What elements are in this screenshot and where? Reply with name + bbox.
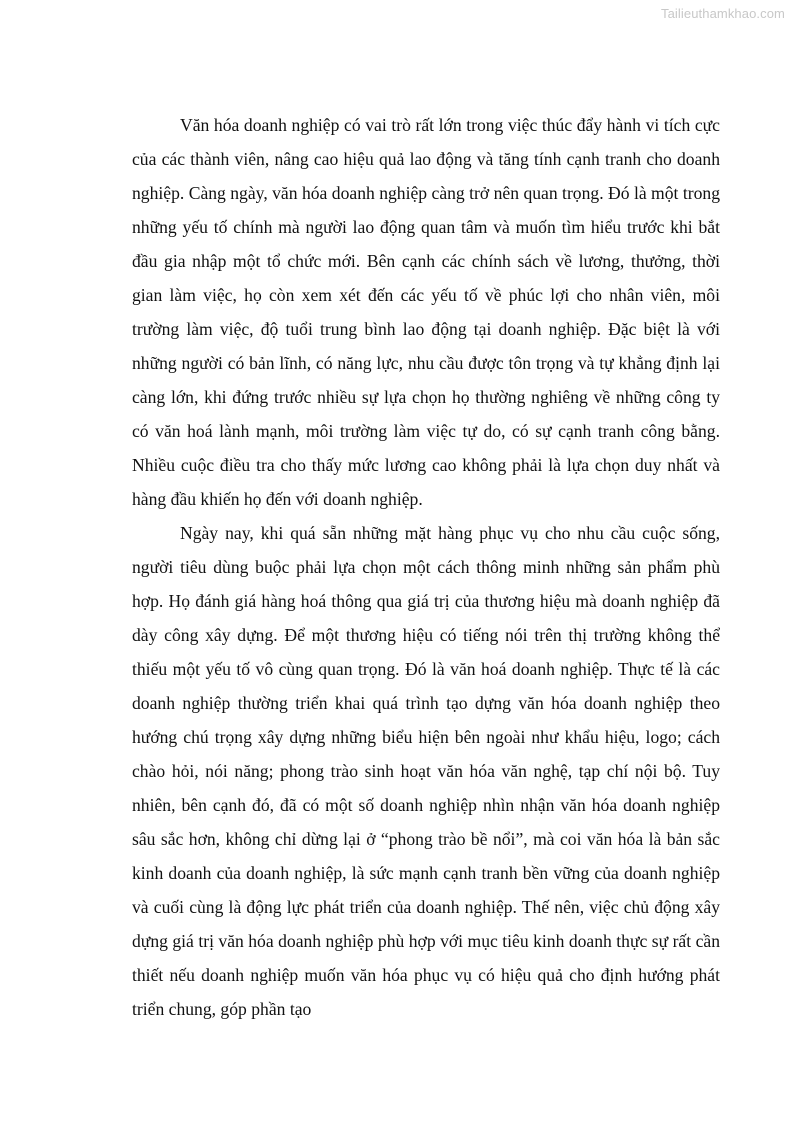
paragraph-1: Văn hóa doanh nghiệp có vai trò rất lớn trong việc thúc đẩy hành vi tích cực của các thành viên, nâng cao hiệu quả lao động và tăng tính cạnh tranh cho doanh nghiệp. Càng ngày, văn hóa doanh nghiệp càng trở nên quan trọng. Đó là một trong những yếu tố chính mà người lao động quan tâm và muốn tìm hiểu trước khi bắt đầu gia nhập một tổ chức mới. Bên cạnh các chính sách về lương, thưởng, thời gian làm việc, họ còn xem xét đến các yếu tố về phúc lợi cho nhân viên, môi trường làm việc, độ tuổi trung bình lao động tại doanh nghiệp. Đặc biệt là với những người có bản lĩnh, có năng lực, nhu cầu được tôn trọng và tự khẳng định lại càng lớn, khi đứng trước nhiều sự lựa chọn họ thường nghiêng về những công ty có văn hoá lành mạnh, môi trường làm việc tự do, có sự cạnh tranh công bằng. Nhiều cuộc điều tra cho thấy mức lương cao không phải là lựa chọn duy nhất và hàng đầu khiến họ đến với doanh nghiệp. xyxy=(132,115,720,509)
watermark-text: Tailieuthamkhao.com xyxy=(660,6,785,21)
paragraph-2: Ngày nay, khi quá sẵn những mặt hàng phục vụ cho nhu cầu cuộc sống, người tiêu dùng buộc phải lựa chọn một cách thông minh những sản phẩm phù hợp. Họ đánh giá hàng hoá thông qua giá trị của thương hiệu mà doanh nghiệp đã dày công xây dựng. Để một thương hiệu có tiếng nói trên thị trường không thể thiếu một yếu tố vô cùng quan trọng. Đó là văn hoá doanh nghiệp. Thực tế là các doanh nghiệp thường triển khai quá trình tạo dựng văn hóa doanh nghiệp theo hướng chú trọng xây dựng những biểu hiện bên ngoài như khẩu hiệu, logo; cách chào hỏi, nói năng; phong trào sinh hoạt văn hóa văn nghệ, tạp chí nội bộ. Tuy nhiên, bên cạnh đó, đã có một số doanh nghiệp nhìn nhận văn hóa doanh nghiệp sâu sắc hơn, không chỉ dừng lại ở “phong trào bề nổi”, mà coi văn hóa là bản sắc kinh doanh của doanh nghiệp, là sức mạnh cạnh tranh bền vững của doanh nghiệp và cuối cùng là động lực phát triển của doanh nghiệp. Thế nên, việc chủ động xây dựng giá trị văn hóa doanh nghiệp phù hợp với mục tiêu kinh doanh thực sự rất cần thiết nếu doanh nghiệp muốn văn hóa phục vụ có hiệu quả cho định hướng phát triển chung, góp phần tạo xyxy=(132,523,720,1019)
document-body xyxy=(132,108,720,1026)
